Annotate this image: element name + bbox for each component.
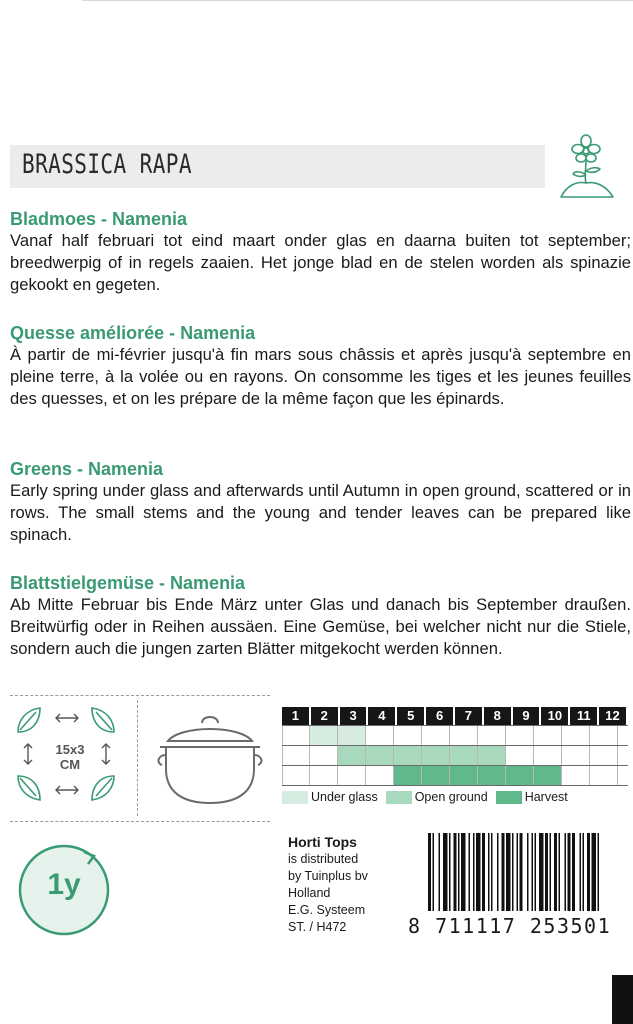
calendar-cell bbox=[422, 746, 450, 765]
section-heading: Quesse améliorée - Namenia bbox=[10, 323, 256, 343]
calendar-cell bbox=[422, 726, 450, 745]
calendar-cell bbox=[590, 766, 618, 785]
calendar-cell bbox=[394, 746, 422, 765]
calendar-row-under-glass bbox=[282, 725, 628, 745]
calendar-cell bbox=[366, 766, 394, 785]
calendar-cell bbox=[478, 766, 506, 785]
calendar-cell bbox=[534, 746, 562, 765]
calendar-rows bbox=[282, 725, 628, 786]
calendar-cell bbox=[338, 726, 366, 745]
calendar-cell bbox=[310, 746, 338, 765]
calendar-cell bbox=[478, 726, 506, 745]
calendar-month-3: 3 bbox=[340, 707, 367, 725]
distributor-line: by Tuinplus bv bbox=[288, 869, 368, 883]
sprout-icon bbox=[553, 131, 619, 203]
calendar-row-harvest bbox=[282, 765, 628, 786]
calendar-cell bbox=[422, 766, 450, 785]
spacing-value: 15x3 bbox=[55, 742, 85, 757]
calendar-cell bbox=[366, 746, 394, 765]
annual-label: 1y bbox=[47, 868, 81, 901]
calendar-cell bbox=[562, 726, 590, 745]
distributor-line: ST. / H472 bbox=[288, 920, 347, 934]
calendar-month-5: 5 bbox=[397, 707, 424, 725]
calendar-cell bbox=[506, 766, 534, 785]
calendar-row-open-ground bbox=[282, 745, 628, 765]
calendar-month-8: 8 bbox=[484, 707, 511, 725]
divider-line bbox=[10, 821, 270, 822]
cooking-pot-icon bbox=[150, 707, 270, 807]
legend-label: Under glass bbox=[311, 790, 378, 804]
calendar-cell bbox=[562, 746, 590, 765]
calendar-cell bbox=[450, 726, 478, 745]
calendar-cell bbox=[590, 726, 618, 745]
calendar-month-4: 4 bbox=[368, 707, 395, 725]
legend-open-ground bbox=[386, 790, 488, 804]
legend-swatch bbox=[386, 791, 412, 804]
calendar-month-10: 10 bbox=[541, 707, 568, 725]
calendar-cell bbox=[506, 726, 534, 745]
sowing-calendar bbox=[282, 707, 628, 786]
spacing-info bbox=[14, 702, 124, 810]
calendar-month-12: 12 bbox=[599, 707, 626, 725]
top-divider bbox=[82, 0, 633, 1]
section-body: Early spring under glass and afterwards until Autumn in open ground, scattered or in rows. The small stems and the young and tender leaves can be prepared like spinach. bbox=[10, 481, 631, 544]
section-body: À partir de mi-février jusqu'à fin mars sous châssis et après jusqu'à septembre en pleine terre, à la volée ou en rayons. On consomme les tiges et les jeunes feuilles des quesses, et on les prépare de la même façon que les épinards. bbox=[10, 345, 631, 408]
calendar-cell bbox=[282, 746, 310, 765]
section-dutch bbox=[10, 208, 631, 296]
calendar-cell bbox=[590, 746, 618, 765]
spacing-unit: CM bbox=[59, 757, 81, 772]
divider-line bbox=[10, 695, 270, 696]
section-french bbox=[10, 322, 631, 410]
calendar-cell bbox=[366, 726, 394, 745]
calendar-cell bbox=[394, 766, 422, 785]
distributor-info bbox=[288, 834, 368, 936]
section-heading: Greens - Namenia bbox=[10, 459, 164, 479]
calendar-cell bbox=[282, 726, 310, 745]
calendar-month-2: 2 bbox=[311, 707, 338, 725]
calendar-header bbox=[282, 707, 628, 725]
calendar-month-6: 6 bbox=[426, 707, 453, 725]
brand-name: Horti Tops bbox=[288, 834, 357, 850]
annual-badge bbox=[14, 838, 124, 944]
legend-swatch bbox=[282, 791, 308, 804]
calendar-cell bbox=[450, 746, 478, 765]
calendar-month-1: 1 bbox=[282, 707, 309, 725]
barcode-digits: 8 711117 253501 bbox=[408, 914, 612, 938]
species-title: BRASSICA RAPA bbox=[22, 149, 192, 180]
legend-swatch bbox=[496, 791, 522, 804]
calendar-cell bbox=[478, 746, 506, 765]
spacing-label bbox=[50, 742, 90, 772]
section-body: Vanaf half februari tot eind maart onder glas en daarna buiten tot september; breedwerpig of in regels zaaien. Het jonge blad en de stelen worden als spinazie gekookt en gegeten. bbox=[10, 231, 631, 294]
species-banner bbox=[10, 145, 545, 188]
section-english bbox=[10, 458, 631, 546]
section-heading: Bladmoes - Namenia bbox=[10, 209, 188, 229]
section-body: Ab Mitte Februar bis Ende März unter Glas und danach bis September draußen. Breitwürfig oder in Reihen aussäen. Eine Gemüse, bei welcher nicht nur die Stiele, sondern auch die jungen zarten Blätter mitgekocht werden können. bbox=[10, 595, 631, 658]
calendar-cell bbox=[450, 766, 478, 785]
calendar-cell bbox=[562, 766, 590, 785]
calendar-month-11: 11 bbox=[570, 707, 597, 725]
calendar-month-9: 9 bbox=[513, 707, 540, 725]
calendar-cell bbox=[506, 746, 534, 765]
legend-harvest bbox=[496, 790, 568, 804]
calendar-cell bbox=[282, 766, 310, 785]
distributor-line: is distributed bbox=[288, 852, 359, 866]
distributor-line: Holland bbox=[288, 886, 331, 900]
barcode bbox=[428, 833, 628, 918]
distributor-line: E.G. Systeem bbox=[288, 903, 366, 917]
calendar-legend bbox=[282, 790, 576, 804]
calendar-cell bbox=[310, 726, 338, 745]
calendar-month-7: 7 bbox=[455, 707, 482, 725]
corner-mark bbox=[612, 975, 633, 1024]
calendar-cell bbox=[394, 726, 422, 745]
calendar-cell bbox=[534, 726, 562, 745]
calendar-cell bbox=[310, 766, 338, 785]
calendar-cell bbox=[338, 746, 366, 765]
section-heading: Blattstielgemüse - Namenia bbox=[10, 573, 246, 593]
legend-label: Open ground bbox=[414, 790, 488, 804]
calendar-cell bbox=[338, 766, 366, 785]
calendar-cell bbox=[534, 766, 562, 785]
divider-line bbox=[137, 700, 138, 816]
legend-under-glass bbox=[282, 790, 378, 804]
section-german bbox=[10, 572, 631, 660]
legend-label: Harvest bbox=[524, 790, 568, 804]
